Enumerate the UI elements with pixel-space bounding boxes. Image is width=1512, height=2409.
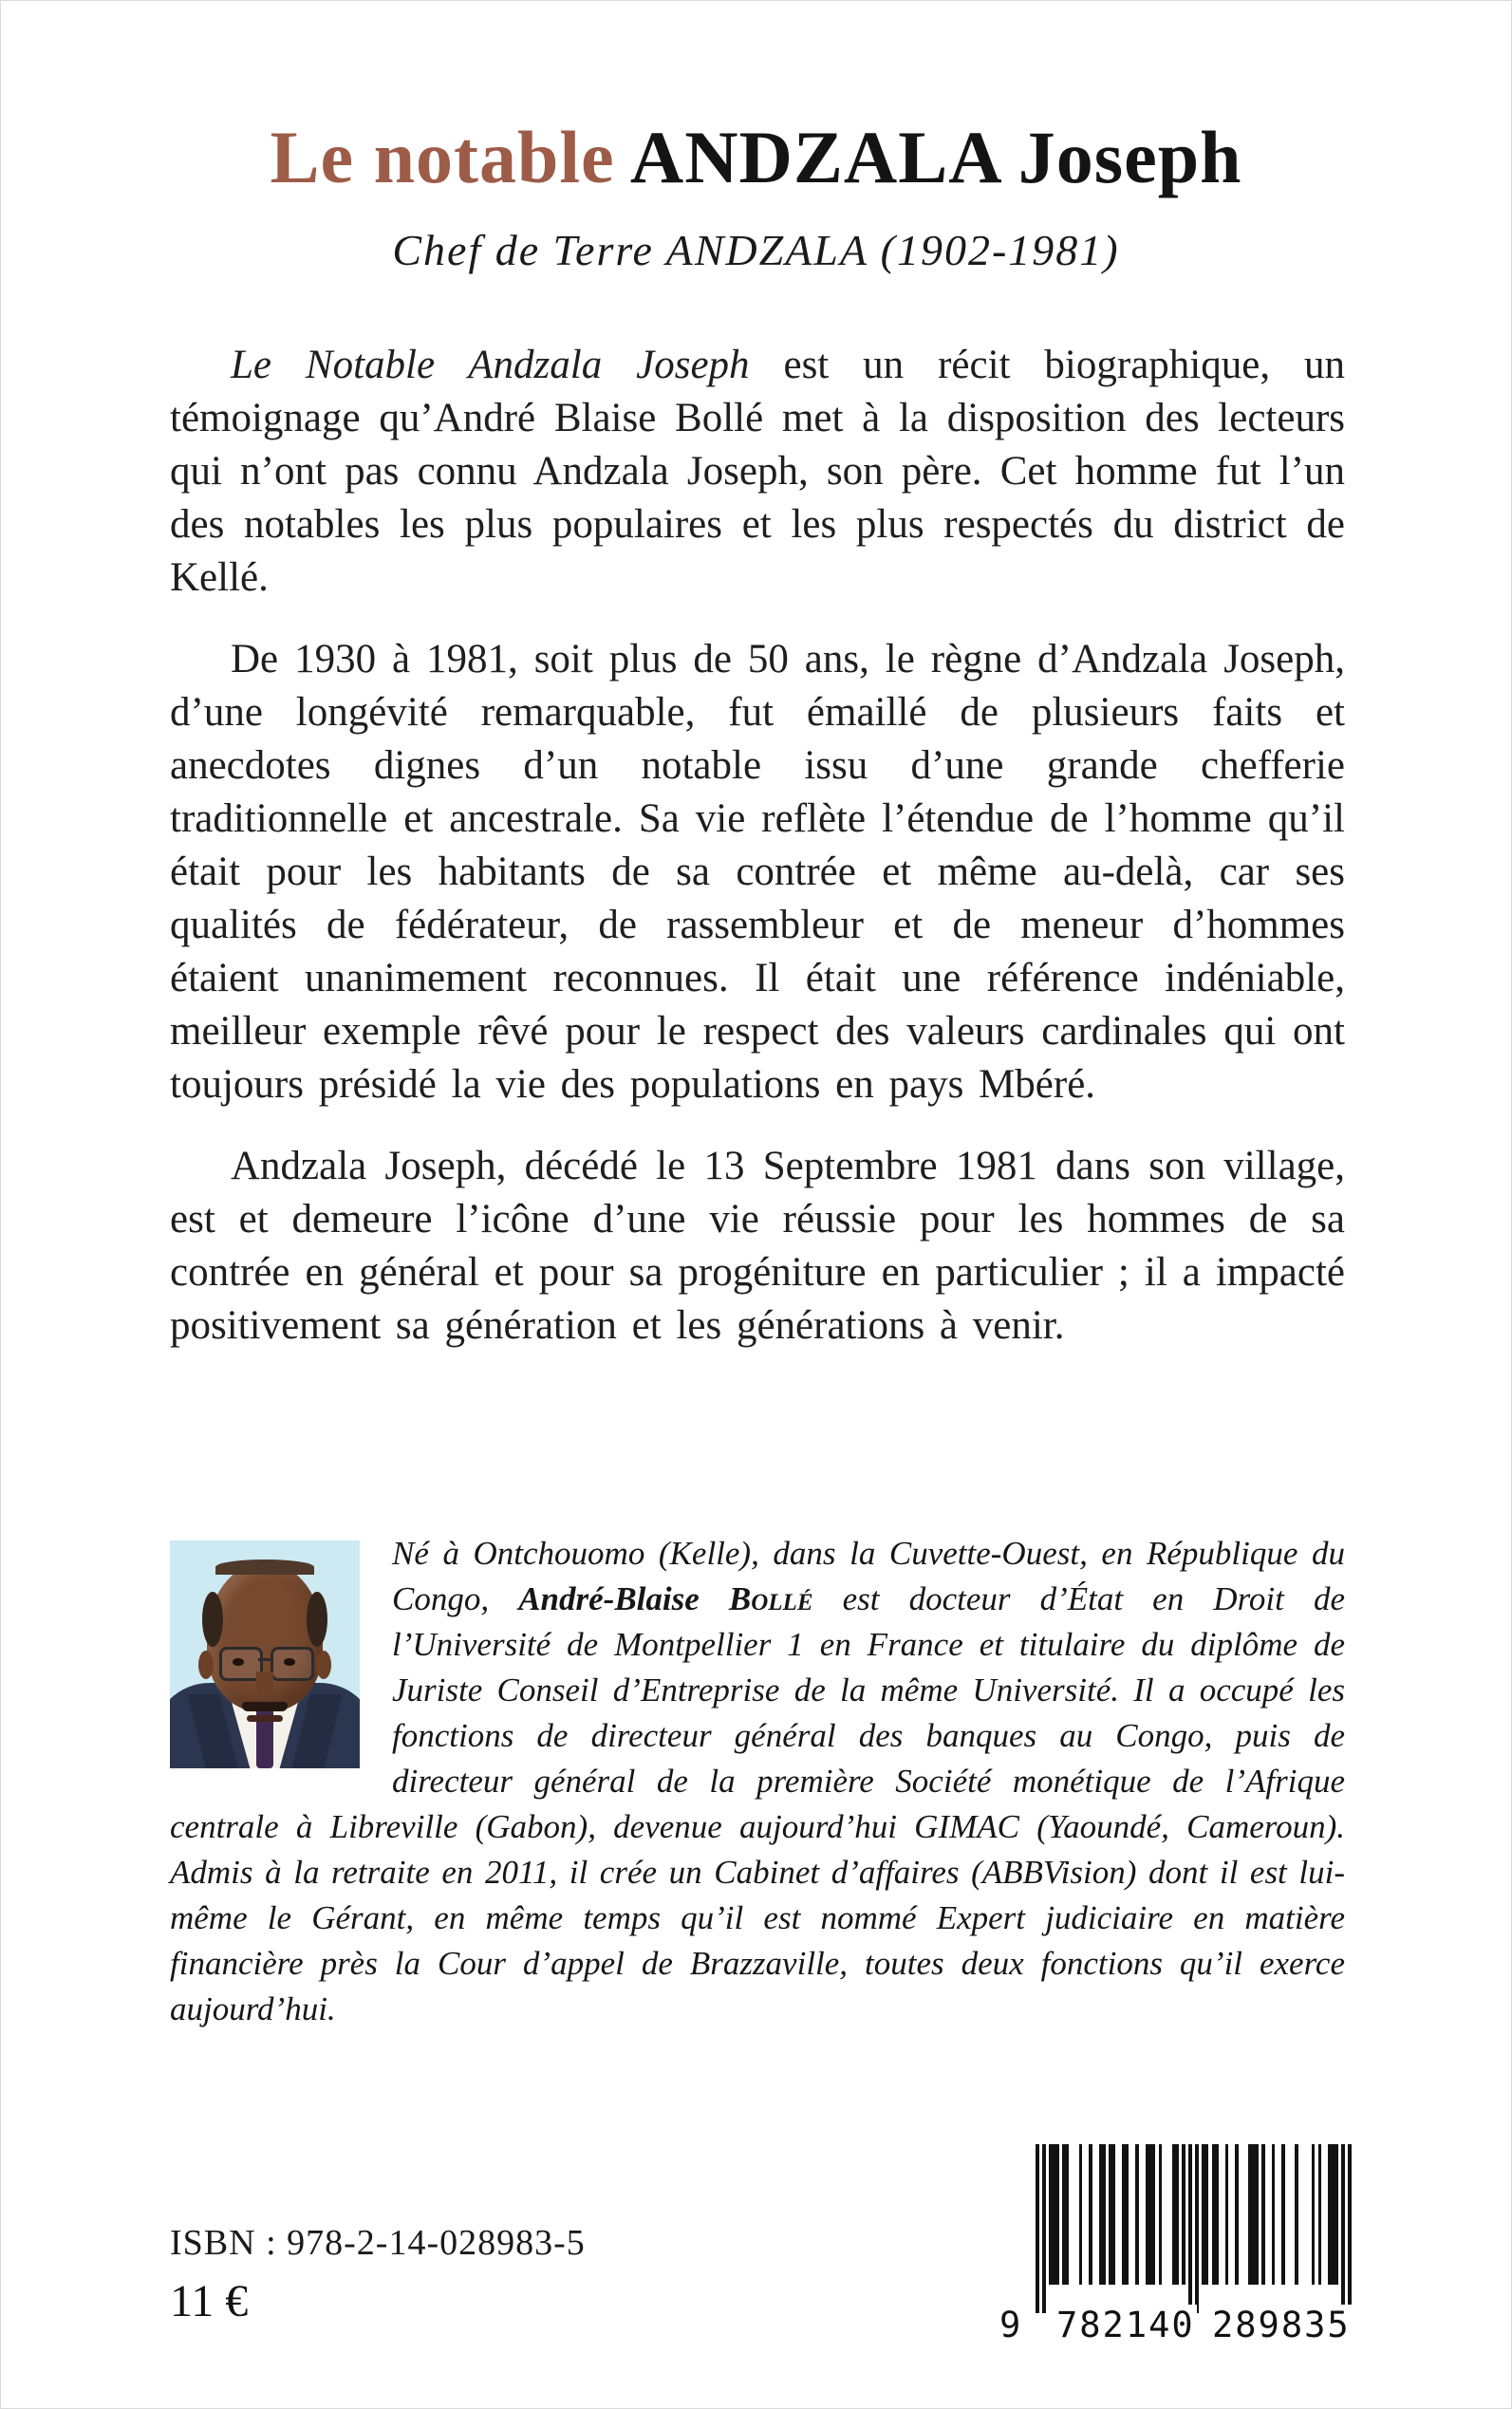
photo-hair-left (202, 1592, 223, 1647)
barcode-digits-left: 782140 (1056, 2305, 1195, 2345)
barcode-digits-right: 289835 (1212, 2305, 1351, 2345)
summary-paragraph-1 (170, 339, 1345, 605)
author-bio (170, 1531, 1345, 2032)
barcode-digit-first: 9 (999, 2305, 1023, 2345)
ean13-barcode (999, 2144, 1368, 2345)
book-title-main: ANDZALA Joseph (629, 116, 1242, 198)
photo-hair-right (307, 1592, 327, 1647)
bio-text-before: Né à Ontchouomo (Kelle), dans la Cuvette-Ouest, en République du Congo, (392, 1535, 1345, 1617)
price-label: 11 € (170, 2276, 249, 2326)
author-given-name: André-Blaise (518, 1580, 729, 1617)
summary-paragraph-3: Andzala Joseph, décédé le 13 Septembre 1981 dans son village, est et demeure l’icône d’une vie réussie pour les hommes de sa contrée en général et pour sa progéniture en particulier ; il a impacté positivement sa génération et les générations à venir. (170, 1144, 1345, 1348)
author-photo (170, 1541, 360, 1768)
photo-mustache (242, 1702, 288, 1711)
photo-ear-right (316, 1651, 331, 1679)
photo-eye-right (284, 1658, 295, 1666)
book-subtitle: Chef de Terre ANDZALA (1902-1981) (392, 225, 1120, 274)
barcode-bars (1036, 2144, 1368, 2313)
author-surname: Bollé (728, 1580, 813, 1617)
barcode-bar (1348, 2144, 1352, 2313)
summary-paragraph-1-lead: Le Notable Andzala Joseph (231, 343, 750, 387)
book-title (1, 117, 1511, 198)
photo-mouth (247, 1715, 283, 1722)
cover-header (1, 117, 1511, 275)
isbn-label: ISBN : 978-2-14-028983-5 (170, 2223, 586, 2263)
photo-eye-left (233, 1658, 244, 1666)
bio-text-after: est docteur d’État en Droit de l’Université de Montpellier 1 en France et titulaire du diplôme de Juriste Conseil d’Entreprise de la même Université. Il a occupé les fonctions de directeur général des banques au Congo, puis de directeur général de la première Société monétique de l’Afrique centrale à Libreville (Gabon), devenue aujourd’hui GIMAC (Yaoundé, Cameroun). Admis à la retraite en 2011, il crée un Cabinet d’affaires (ABBVision) dont il est lui-même le Gérant, en même temps qu’il est nommé Expert judiciaire en matière financière près la Cour d’appel de Brazzaville, toutes deux fonctions qu’il exerce aujourd’hui. (170, 1580, 1345, 2027)
photo-glasses-bridge (258, 1658, 271, 1661)
author-name (518, 1580, 812, 1617)
summary-paragraph-1-rest: est un récit biographique, un témoignage qu’André Blaise Bollé met à la disposition des lecteurs qui n’ont pas connu Andzala Joseph, son père. Cet homme fut l’un des notables les plus populaires et les plus respectés du district de Kellé. (170, 343, 1345, 600)
back-cover-summary (170, 339, 1345, 1381)
photo-ear-left (198, 1651, 214, 1679)
photo-nose (256, 1671, 273, 1696)
photo-hair (215, 1559, 314, 1575)
book-title-accent: Le notable (270, 116, 630, 198)
summary-paragraph-2: De 1930 à 1981, soit plus de 50 ans, le règne d’Andzala Joseph, d’une longévité remarquable, fut émaillé de plusieurs faits et anecdotes dignes d’un notable issu d’une grande chefferie traditionnelle et ancestrale. Sa vie reflète l’étendue de l’homme qu’il était pour les habitants de sa contrée et même au-delà, car ses qualités de fédérateur, de rassembleur et de meneur d’hommes étaient unanimement reconnues. Il était une référence indéniable, meilleur exemple rêvé pour le respect des valeurs cardinales qui ont toujours présidé la vie des populations en pays Mbéré. (170, 637, 1345, 1107)
